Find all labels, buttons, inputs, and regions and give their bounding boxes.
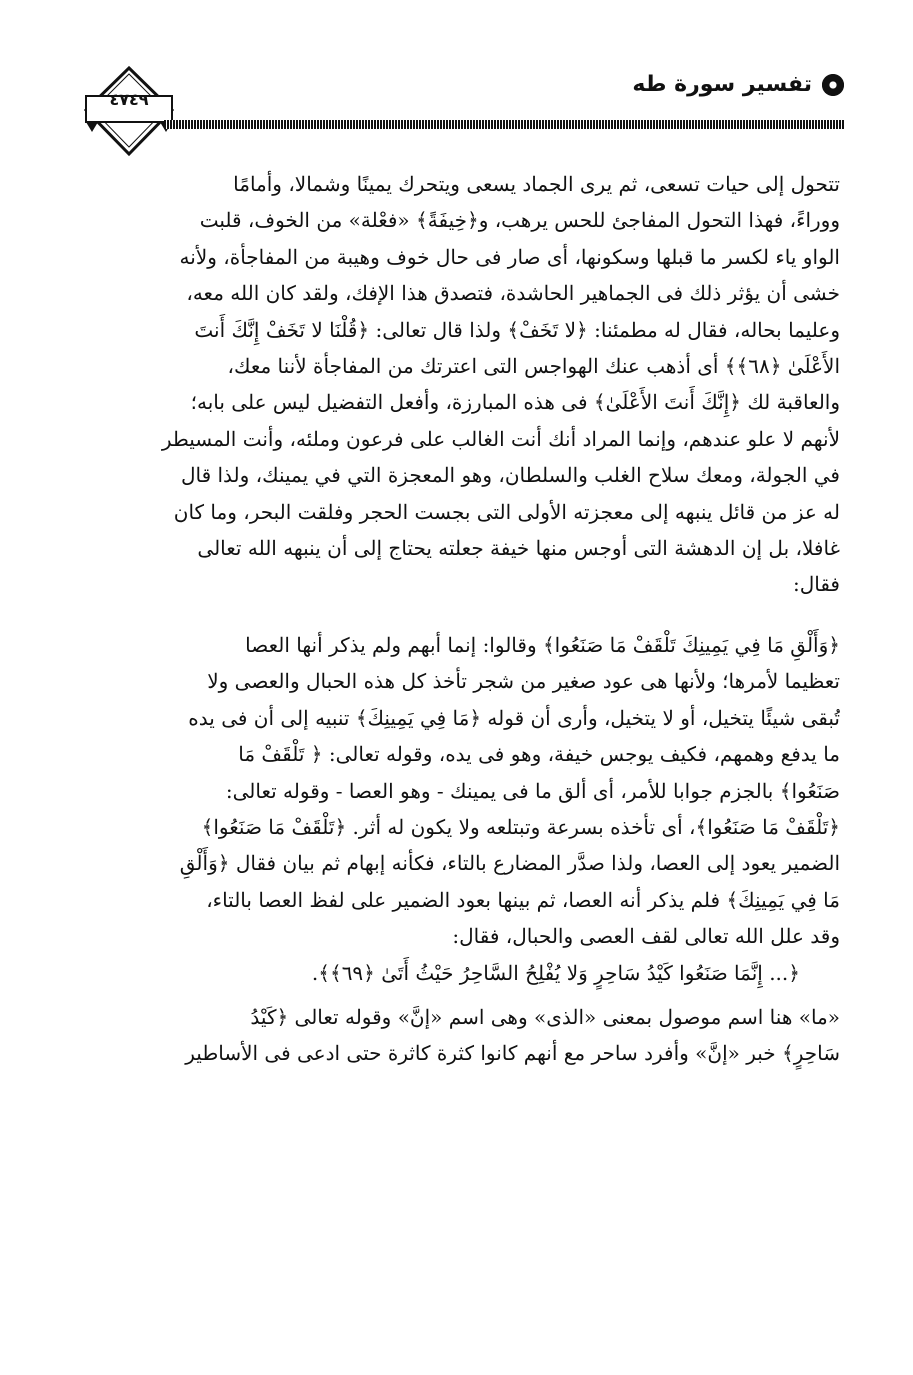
text-line: «ما» هنا اسم موصول بمعنى «الذى» وهى اسم «إنَّ» وقوله تعالى ﴿كَيْدُ bbox=[250, 1004, 840, 1029]
text-line: تتحول إلى حيات تسعى، ثم يرى الجماد يسعى ويتحرك يمينًا وشمالا، وأمامًا bbox=[233, 172, 840, 196]
rosette-icon bbox=[822, 74, 844, 96]
text-line: ما يدفع وهمهم، فكيف يوجس خيفة، وهو فى يده، وقوله تعالى: ﴿ تَلْقَفْ مَا bbox=[238, 742, 840, 767]
text-line: تعظيما لأمرها؛ ولأنها هى عود صغير من شجر تأخذ كل هذه الحبال والعصى ولا bbox=[207, 669, 840, 694]
paragraph-3 bbox=[84, 999, 840, 1072]
page-number: ٤٧٤٩ bbox=[109, 90, 149, 109]
text-line: صَنَعُوا﴾ بالجزم جوابا للأمر، أى ألق ما فى يمينك - وهو العصا - وقوله تعالى: bbox=[225, 778, 840, 803]
text-line: الأَعْلَىٰ ﴿٦٨﴾﴾ أى أذهب عنك الهواجس التى اعترتك من المفاجأة لأننا معك، bbox=[227, 354, 840, 379]
text-line: لأنهم لا علو عندهم، وإنما المراد أنك أنت الغالب على فرعون وملئه، وأنت المسيطر bbox=[161, 426, 840, 451]
text-line: ووراءً، فهذا التحول المفاجئ للحس يرهب، و﴿خِيفَةً﴾ «فعْلة» من الخوف، قلبت bbox=[199, 208, 840, 233]
text-line: له عز من قائل ينبهه إلى معجزته الأولى التى بجست الحجر وفلقت البحر، وما كان bbox=[173, 499, 840, 524]
text-line: وقد علل الله تعالى لقف العصى والحبال، فقال: bbox=[452, 924, 840, 949]
text-line: الواو ياء لكسر ما قبلها وسكونها، أى صار فى حال خوف وهيبة من المفاجأة، ولأنه bbox=[179, 244, 840, 269]
text-line: سَاحِرٍ﴾ خبر «إنَّ» وأفرد ساحر مع أنهم كانوا كثرة كاثرة حتى ادعى فى الأساطير bbox=[185, 1041, 840, 1066]
page-body bbox=[84, 166, 840, 1072]
paragraph-2 bbox=[84, 627, 840, 955]
text-line: ﴿تَلْقَفْ مَا صَنَعُوا﴾، أى تأخذه بسرعة وتبتلعه ولا يكون له أثر. ﴿تَلْقَفْ مَا صَنَعُوا﴾ bbox=[201, 814, 840, 839]
page-number-badge bbox=[84, 66, 174, 161]
text-line: في الجولة، ومعك سلاح الغلب والسلطان، وهو المعجزة التي في يمينك، ولذا قال bbox=[180, 463, 840, 488]
quoted-verse: ﴿... إِنَّمَا صَنَعُوا كَيْدُ سَاحِرٍ وَلا يُفْلِحُ السَّاحِرُ حَيْثُ أَتَىٰ ﴿٦٩﴾﴾. bbox=[311, 960, 800, 985]
page-header bbox=[84, 66, 844, 161]
text-line: والعاقبة لك ﴿إِنَّكَ أَنتَ الأَعْلَىٰ﴾ فى هذه المبارزة، وأفعل التفضيل ليس على بابه؛ bbox=[190, 390, 840, 415]
text-line: فقال: bbox=[792, 572, 840, 597]
header-rule bbox=[164, 120, 844, 129]
text-line: خشى أن يؤثر ذلك فى الجماهير الحاشدة، فتصدق هذا الإفك، ولقد كان الله معه، bbox=[186, 281, 840, 306]
chapter-title: تفسير سورة طه bbox=[632, 72, 812, 97]
text-line: مَا فِي يَمِينِكَ﴾ فلم يذكر أنه العصا، ثم بينها بعود الضمير على لفظ العصا بالتاء، bbox=[206, 887, 840, 912]
text-line: تُبقى شيئًا يتخيل، أو لا يتخيل، وأرى أن قوله ﴿مَا فِي يَمِينِكَ﴾ تنبيه إلى أن فى يده bbox=[188, 705, 840, 730]
text-line: غافلا، بل إن الدهشة التى أوجس منها خيفة جعلته يحتاج إلى أن ينبهه الله تعالى bbox=[197, 536, 840, 561]
text-line: الضمير يعود إلى العصا، ولذا صدَّر المضارع بالتاء، فكأنه إبهام ثم بيان فقال ﴿وَأَلْقِ bbox=[179, 851, 840, 876]
paragraph-1 bbox=[84, 166, 840, 603]
text-line: وعليما بحاله، فقال له مطمئنا: ﴿لا تَخَفْ﴾ ولذا قال تعالى: ﴿قُلْنَا لا تَخَفْ إِنَّكَ أَنتَ bbox=[194, 317, 840, 342]
running-title bbox=[632, 72, 844, 97]
text-line: ﴿وَأَلْقِ مَا فِي يَمِينِكَ تَلْقَفْ مَا صَنَعُوا﴾ وقالوا: إنما أبهم ولم يذكر أنها العصا bbox=[245, 632, 840, 657]
